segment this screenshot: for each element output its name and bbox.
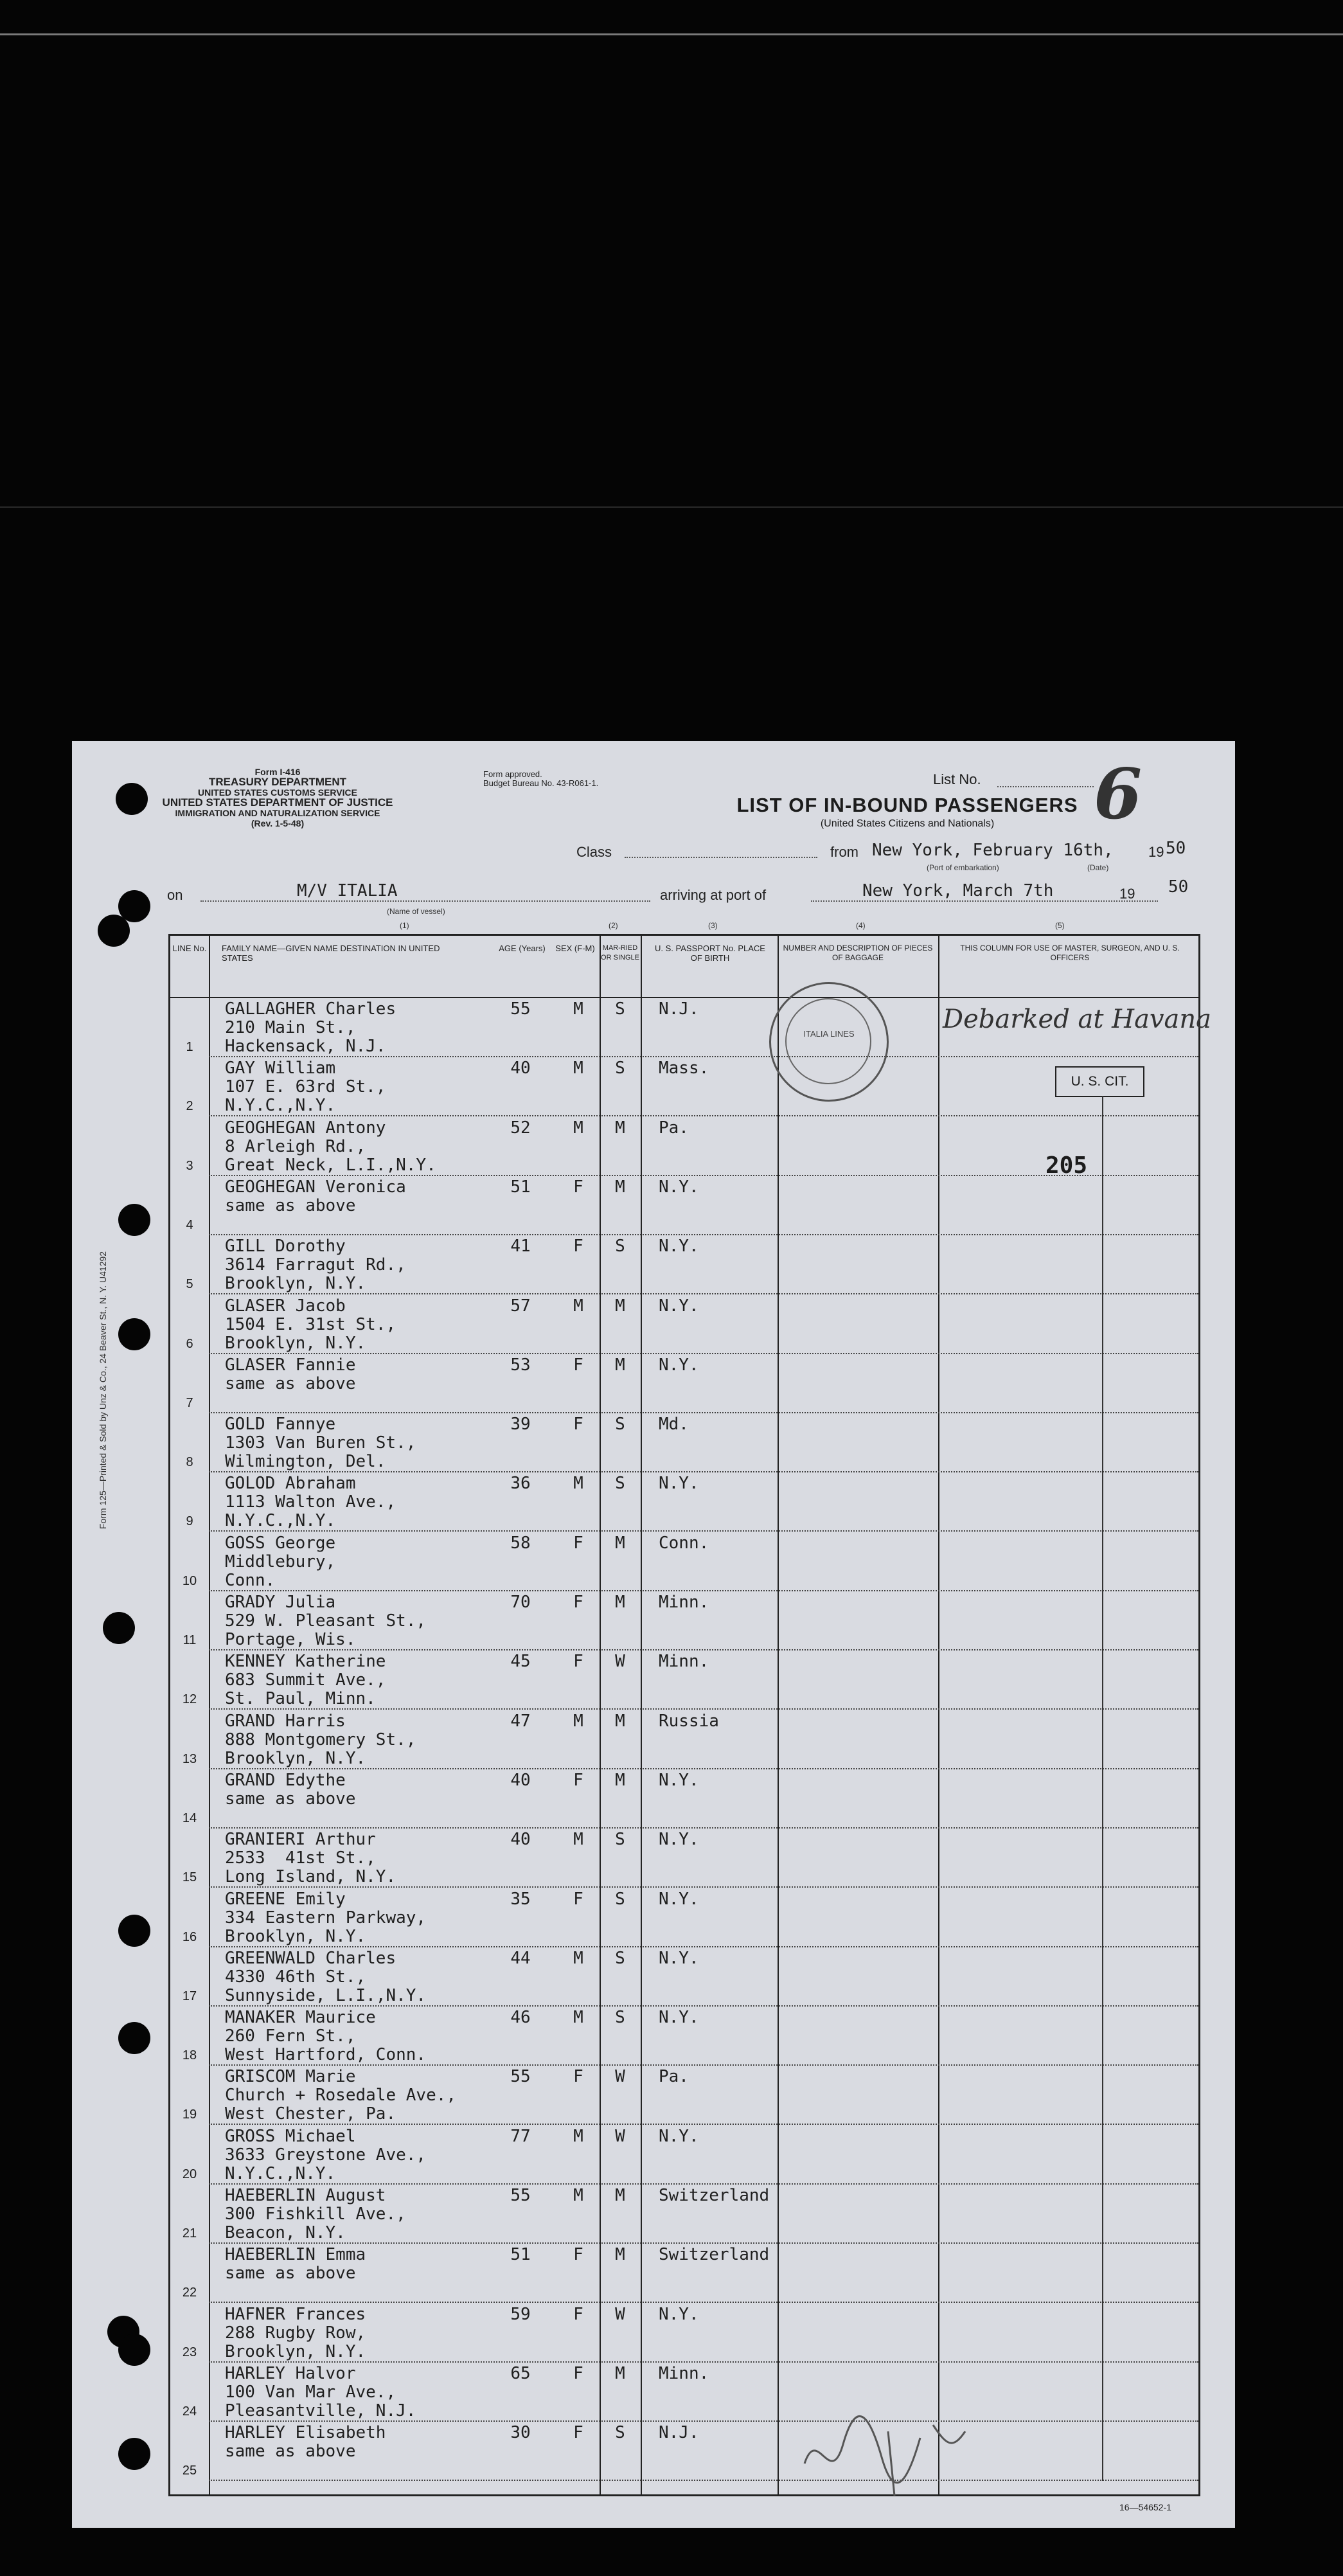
- passenger-marital-status: S: [615, 1948, 625, 1968]
- passenger-address-line-2: N.Y.C.,N.Y.: [225, 1511, 336, 1531]
- line-number: 9: [186, 1514, 193, 1529]
- table-row: [170, 2007, 1198, 2066]
- passenger-name: GOSS George: [225, 1533, 336, 1553]
- table-row: [170, 1591, 1198, 1650]
- passenger-marital-status: M: [615, 2186, 625, 2205]
- passenger-sex: M: [573, 1948, 583, 1968]
- us-cit-bracket-line: [1102, 1096, 1103, 2481]
- col-num-3: (3): [708, 921, 718, 930]
- passenger-age: 41: [510, 1237, 531, 1257]
- passenger-address-line-1: 529 W. Pleasant St.,: [225, 1611, 427, 1631]
- passenger-sex: M: [573, 2126, 583, 2146]
- table-row: [170, 2066, 1198, 2125]
- line-number: 16: [182, 1929, 197, 1944]
- debarked-note: Debarked at Havana: [943, 1005, 1211, 1034]
- passenger-name: GREENE Emily: [225, 1889, 346, 1909]
- arrival-year-prefix: 19: [1119, 886, 1135, 902]
- passenger-address-line-2: Brooklyn, N.Y.: [225, 1274, 366, 1294]
- table-row: [170, 1532, 1198, 1591]
- passenger-birthplace: N.Y.: [659, 1296, 699, 1316]
- table-row: [170, 1829, 1198, 1888]
- line-number: 13: [182, 1751, 197, 1766]
- passenger-address-line-2: Portage, Wis.: [225, 1630, 356, 1649]
- passenger-age: 59: [510, 2304, 531, 2324]
- passenger-age: 46: [510, 2008, 531, 2028]
- line-number: 21: [182, 2226, 197, 2241]
- passenger-age: 51: [510, 2245, 531, 2265]
- passenger-name: GOLD Fannye: [225, 1415, 336, 1435]
- passenger-marital-status: S: [615, 1474, 625, 1494]
- passenger-address-line-2: N.Y.C.,N.Y.: [225, 1096, 336, 1116]
- passenger-address-line-1: 3633 Greystone Ave.,: [225, 2145, 427, 2165]
- passenger-sex: M: [573, 1830, 583, 1850]
- passenger-name: GILL Dorothy: [225, 1237, 346, 1257]
- passenger-sex: F: [573, 2067, 583, 2087]
- form-approval: [483, 770, 676, 788]
- passenger-address-line-1: 288 Rugby Row,: [225, 2323, 366, 2343]
- table-row: [170, 1650, 1198, 1710]
- passenger-birthplace: N.Y.: [659, 1355, 699, 1375]
- line-number: 2: [186, 1099, 193, 1114]
- table-row: [170, 2185, 1198, 2244]
- passenger-age: 52: [510, 1118, 531, 1138]
- passenger-sex: M: [573, 2008, 583, 2028]
- passenger-address-line-1: 260 Fern St.,: [225, 2026, 356, 2046]
- on-label: on: [167, 887, 183, 903]
- passenger-address-line-2: Brooklyn, N.Y.: [225, 1748, 366, 1768]
- passenger-sex: M: [573, 2186, 583, 2205]
- passenger-marital-status: M: [615, 1355, 625, 1375]
- passenger-sex: F: [573, 2423, 583, 2443]
- class-label: Class: [576, 844, 612, 860]
- passenger-age: 70: [510, 1593, 531, 1612]
- scan-line-mid: [0, 506, 1343, 508]
- passenger-address-line-1: same as above: [225, 2442, 356, 2462]
- col-num-5: (5): [1055, 921, 1065, 930]
- passenger-address-line-2: Hackensack, N.J.: [225, 1037, 386, 1056]
- line-number: 5: [186, 1277, 193, 1292]
- passenger-sex: F: [573, 1237, 583, 1257]
- passenger-address-line-2: Conn.: [225, 1570, 276, 1590]
- table-row: [170, 1057, 1198, 1116]
- passenger-marital-status: S: [615, 1059, 625, 1078]
- line-number: 6: [186, 1336, 193, 1351]
- passenger-marital-status: W: [615, 1652, 625, 1672]
- binder-hole: [118, 2334, 150, 2366]
- passenger-name: GRADY Julia: [225, 1593, 336, 1612]
- passenger-name: HAEBERLIN Emma: [225, 2245, 366, 2265]
- binder-hole: [118, 2022, 150, 2054]
- col-header-officers: THIS COLUMN FOR USE OF MASTER, SURGEON, AND U. S. OFFICERS: [960, 944, 1180, 962]
- passenger-marital-status: S: [615, 1889, 625, 1909]
- passenger-address-line-2: Long Island, N.Y.: [225, 1867, 396, 1887]
- passenger-address-line-1: 1303 Van Buren St.,: [225, 1433, 416, 1453]
- line-number: 20: [182, 2167, 197, 2181]
- passenger-sex: F: [573, 1770, 583, 1790]
- passenger-address-line-1: Church + Rosedale Ave.,: [225, 2086, 457, 2106]
- line-number: 15: [182, 1870, 197, 1885]
- table-row: [170, 2244, 1198, 2303]
- passenger-birthplace: Switzerland: [659, 2186, 770, 2205]
- line-number: 8: [186, 1455, 193, 1470]
- passenger-birthplace: N.Y.: [659, 1237, 699, 1257]
- passenger-address-line-1: 300 Fishkill Ave.,: [225, 2205, 406, 2224]
- table-row: [170, 1413, 1198, 1472]
- passenger-marital-status: M: [615, 1118, 625, 1138]
- passenger-name: GROSS Michael: [225, 2126, 356, 2146]
- passenger-age: 51: [510, 1177, 531, 1197]
- table-row: [170, 2125, 1198, 2185]
- passenger-name: GRAND Edythe: [225, 1770, 346, 1790]
- list-no-dots: [997, 786, 1094, 787]
- line-number: 24: [182, 2404, 197, 2419]
- passenger-sex: F: [573, 1652, 583, 1672]
- passenger-birthplace: Minn.: [659, 2363, 709, 2383]
- passenger-address-line-2: Great Neck, L.I.,N.Y.: [225, 1155, 436, 1175]
- passenger-name: GEOGHEGAN Antony: [225, 1118, 386, 1138]
- table-row: [170, 1472, 1198, 1532]
- passenger-address-line-1: 334 Eastern Parkway,: [225, 1908, 427, 1928]
- passenger-age: 58: [510, 1533, 531, 1553]
- passenger-address-line-2: N.Y.C.,N.Y.: [225, 2163, 336, 2183]
- scan-line-top: [0, 33, 1343, 35]
- passenger-sex: F: [573, 2245, 583, 2265]
- passenger-birthplace: N.J.: [659, 2423, 699, 2443]
- table-row: [170, 1947, 1198, 2007]
- passenger-name: HARLEY Elisabeth: [225, 2423, 386, 2443]
- page-title: LIST OF IN-BOUND PASSENGERS: [736, 794, 1078, 816]
- col-header-sex: SEX (F-M): [555, 944, 595, 953]
- form-number: Form I-416: [254, 767, 301, 777]
- passenger-marital-status: S: [615, 999, 625, 1019]
- passenger-marital-status: W: [615, 2304, 625, 2324]
- passenger-name: HARLEY Halvor: [225, 2363, 356, 2383]
- ins-service: IMMIGRATION AND NATURALIZATION SERVICE: [175, 808, 380, 818]
- passenger-age: 40: [510, 1059, 531, 1078]
- line-number: 25: [182, 2464, 197, 2478]
- stamp-inner-ring: [785, 998, 871, 1084]
- passenger-address-line-1: same as above: [225, 1789, 356, 1809]
- table-row: [170, 1710, 1198, 1769]
- customs-service: UNITED STATES CUSTOMS SERVICE: [198, 787, 357, 798]
- passenger-age: 47: [510, 1711, 531, 1731]
- from-year-prefix: 19: [1148, 844, 1164, 860]
- passenger-birthplace: Pa.: [659, 1118, 689, 1138]
- passenger-address-line-2: Brooklyn, N.Y.: [225, 1926, 366, 1946]
- binder-hole: [118, 1318, 150, 1350]
- passenger-age: 65: [510, 2363, 531, 2383]
- passenger-birthplace: Md.: [659, 1415, 689, 1435]
- passenger-birthplace: N.Y.: [659, 2008, 699, 2028]
- passenger-name: MANAKER Maurice: [225, 2008, 376, 2028]
- line-number: 19: [182, 2107, 197, 2122]
- passenger-address-line-2: West Chester, Pa.: [225, 2104, 396, 2124]
- passenger-address-line-1: 107 E. 63rd St.,: [225, 1077, 386, 1097]
- passenger-address-line-1: 1504 E. 31st St.,: [225, 1314, 396, 1334]
- passenger-list-document: [72, 741, 1235, 2528]
- passenger-age: 40: [510, 1770, 531, 1790]
- passenger-name: GEOGHEGAN Veronica: [225, 1177, 406, 1197]
- passenger-sex: F: [573, 2304, 583, 2324]
- passenger-birthplace: Switzerland: [659, 2245, 770, 2265]
- passenger-name: GLASER Fannie: [225, 1355, 356, 1375]
- passenger-sex: F: [573, 1177, 583, 1197]
- signature-scribble: [792, 2386, 984, 2502]
- passenger-age: 55: [510, 2067, 531, 2087]
- col-header-line-no: LINE No.: [172, 944, 207, 953]
- passenger-address-line-1: 100 Van Mar Ave.,: [225, 2382, 396, 2402]
- passenger-birthplace: N.Y.: [659, 1474, 699, 1494]
- passenger-age: 35: [510, 1889, 531, 1909]
- passenger-address-line-1: 888 Montgomery St.,: [225, 1730, 416, 1749]
- passenger-marital-status: S: [615, 1237, 625, 1257]
- table-row: [170, 1888, 1198, 1947]
- passenger-marital-status: M: [615, 1770, 625, 1790]
- list-no-label: List No.: [933, 771, 981, 787]
- passenger-birthplace: N.Y.: [659, 2126, 699, 2146]
- table-row: [170, 1295, 1198, 1354]
- passenger-birthplace: N.Y.: [659, 1948, 699, 1968]
- port-caption: (Port of embarkation): [927, 863, 999, 872]
- row-divider: [209, 2480, 1198, 2481]
- passenger-name: KENNEY Katherine: [225, 1652, 386, 1672]
- passenger-sex: F: [573, 1593, 583, 1612]
- binder-hole: [118, 1915, 150, 1947]
- table-row: [170, 1117, 1198, 1176]
- passenger-age: 30: [510, 2423, 531, 2443]
- col-header-name: FAMILY NAME—GIVEN NAME DESTINATION IN UNITED STATES: [222, 944, 440, 963]
- arriving-label: arriving at port of: [660, 887, 767, 903]
- passenger-marital-status: M: [615, 2245, 625, 2265]
- line-number: 4: [186, 1217, 193, 1232]
- passenger-name: GRISCOM Marie: [225, 2067, 356, 2087]
- stamp-text: ITALIA LINES: [803, 1029, 855, 1039]
- passenger-sex: M: [573, 1059, 583, 1078]
- passenger-age: 45: [510, 1652, 531, 1672]
- class-dots: [625, 857, 817, 858]
- passenger-marital-status: S: [615, 2423, 625, 2443]
- passenger-birthplace: N.Y.: [659, 2304, 699, 2324]
- col-num-4: (4): [856, 921, 866, 930]
- from-label: from: [830, 844, 858, 860]
- passenger-marital-status: S: [615, 1415, 625, 1435]
- passenger-birthplace: Conn.: [659, 1533, 709, 1553]
- passenger-address-line-2: St. Paul, Minn.: [225, 1689, 376, 1709]
- binder-hole: [116, 783, 148, 815]
- arrival-dots: [811, 900, 1158, 902]
- passenger-marital-status: W: [615, 2126, 625, 2146]
- line-number: 1: [186, 1040, 193, 1054]
- passenger-sex: F: [573, 1415, 583, 1435]
- binder-hole: [98, 915, 130, 947]
- arrival-value: New York, March 7th: [862, 881, 1054, 900]
- passenger-address-line-2: Pleasantville, N.J.: [225, 2401, 416, 2420]
- passenger-birthplace: N.Y.: [659, 1830, 699, 1850]
- passenger-birthplace: N.Y.: [659, 1889, 699, 1909]
- passenger-sex: F: [573, 1533, 583, 1553]
- form-footer-code: 16—54652-1: [1119, 2502, 1171, 2512]
- vessel-caption: (Name of vessel): [387, 907, 445, 916]
- passenger-address-line-1: 210 Main St.,: [225, 1018, 356, 1037]
- passenger-sex: M: [573, 1296, 583, 1316]
- passenger-birthplace: Minn.: [659, 1652, 709, 1672]
- table-row: [170, 2303, 1198, 2363]
- form-header: [156, 767, 400, 828]
- passenger-address-line-1: 683 Summit Ave.,: [225, 1670, 386, 1690]
- arrival-year: 50: [1168, 877, 1189, 897]
- line-number: 10: [182, 1573, 197, 1588]
- passenger-sex: F: [573, 2363, 583, 2383]
- passenger-birthplace: Minn.: [659, 1593, 709, 1612]
- passenger-name: GRAND Harris: [225, 1711, 346, 1731]
- table-row: [170, 1769, 1198, 1829]
- treasury-department: TREASURY DEPARTMENT: [208, 776, 347, 788]
- col-header-baggage: NUMBER AND DESCRIPTION OF PIECES OF BAGGAGE: [783, 944, 933, 962]
- table-row: [170, 1176, 1198, 1235]
- vessel-dots: [200, 900, 650, 902]
- passenger-address-line-2: Wilmington, Del.: [225, 1452, 386, 1472]
- passenger-age: 77: [510, 2126, 531, 2146]
- passenger-marital-status: M: [615, 1177, 625, 1197]
- count-number: 205: [1045, 1152, 1088, 1179]
- passenger-name: HAFNER Frances: [225, 2304, 366, 2324]
- passenger-birthplace: N.J.: [659, 999, 699, 1019]
- passenger-age: 39: [510, 1415, 531, 1435]
- page-subtitle: (United States Citizens and Nationals): [820, 818, 995, 829]
- passenger-age: 53: [510, 1355, 531, 1375]
- passenger-age: 55: [510, 999, 531, 1019]
- passenger-age: 57: [510, 1296, 531, 1316]
- table-row: [170, 1354, 1198, 1413]
- line-number: 17: [182, 1989, 197, 2003]
- passenger-birthplace: N.Y.: [659, 1770, 699, 1790]
- passenger-address-line-1: same as above: [225, 1195, 356, 1215]
- line-number: 23: [182, 2345, 197, 2359]
- table-row: [170, 2363, 1198, 2422]
- passenger-sex: M: [573, 1474, 583, 1494]
- passenger-address-line-2: West Hartford, Conn.: [225, 2045, 427, 2065]
- passenger-marital-status: S: [615, 1830, 625, 1850]
- passenger-address-line-1: same as above: [225, 1373, 356, 1393]
- passenger-age: 44: [510, 1948, 531, 1968]
- passenger-age: 55: [510, 2186, 531, 2205]
- table-row: [170, 2422, 1198, 2481]
- col-num-2: (2): [609, 921, 618, 930]
- col-header-married: MAR-RIED OR SINGLE: [601, 944, 639, 962]
- passenger-marital-status: M: [615, 2363, 625, 2383]
- from-value: New York, February 16th,: [872, 841, 1114, 860]
- passenger-address-line-2: Sunnyside, L.I.,N.Y.: [225, 1985, 427, 2005]
- passenger-sex: F: [573, 1355, 583, 1375]
- list-number: 6: [1094, 754, 1143, 835]
- passenger-address-line-1: 4330 46th St.,: [225, 1967, 366, 1987]
- passenger-address-line-1: 2533 41st St.,: [225, 1848, 376, 1868]
- passenger-marital-status: M: [615, 1593, 625, 1612]
- passenger-marital-status: M: [615, 1533, 625, 1553]
- passenger-address-line-2: Brooklyn, N.Y.: [225, 1333, 366, 1353]
- passenger-name: HAEBERLIN August: [225, 2186, 386, 2205]
- form-revision: (Rev. 1-5-48): [251, 818, 305, 828]
- passenger-name: GRANIERI Arthur: [225, 1830, 376, 1850]
- passenger-marital-status: S: [615, 2008, 625, 2028]
- passenger-name: GAY William: [225, 1059, 336, 1078]
- passenger-birthplace: Pa.: [659, 2067, 689, 2087]
- line-number: 11: [182, 1633, 197, 1647]
- budget-bureau-no: Budget Bureau No. 43-R061-1.: [483, 778, 599, 788]
- italia-lines-stamp: [769, 982, 889, 1102]
- col-num-1: (1): [400, 921, 409, 930]
- passenger-birthplace: Mass.: [659, 1059, 709, 1078]
- line-number: 14: [182, 1811, 197, 1825]
- passenger-sex: M: [573, 999, 583, 1019]
- passenger-address-line-1: same as above: [225, 2264, 356, 2284]
- passenger-sex: M: [573, 1711, 583, 1731]
- line-number: 18: [182, 2048, 197, 2063]
- passenger-marital-status: W: [615, 2067, 625, 2087]
- us-cit-stamp: U. S. CIT.: [1055, 1066, 1144, 1097]
- passenger-marital-status: M: [615, 1296, 625, 1316]
- passenger-name: GOLOD Abraham: [225, 1474, 356, 1494]
- vessel-name: M/V ITALIA: [297, 881, 398, 900]
- binder-hole: [118, 1204, 150, 1236]
- line-number: 7: [186, 1395, 193, 1410]
- from-year: 50: [1166, 839, 1186, 858]
- passenger-age: 40: [510, 1830, 531, 1850]
- line-number: 12: [182, 1692, 197, 1707]
- justice-department: UNITED STATES DEPARTMENT OF JUSTICE: [162, 796, 393, 809]
- col-header-birth: U. S. PASSPORT No. PLACE OF BIRTH: [655, 944, 765, 963]
- binder-hole: [118, 2438, 150, 2470]
- passenger-sex: M: [573, 1118, 583, 1138]
- passenger-birthplace: Russia: [659, 1711, 719, 1731]
- passenger-name: GREENWALD Charles: [225, 1948, 396, 1968]
- printer-imprint: Form 125—Printed & Sold by Unz & Co., 24 Beaver St., N. Y. U41292: [98, 1251, 108, 1530]
- passenger-address-line-1: Middlebury,: [225, 1552, 336, 1571]
- passenger-name: GLASER Jacob: [225, 1296, 346, 1316]
- passenger-address-line-2: Brooklyn, N.Y.: [225, 2341, 366, 2361]
- passenger-address-line-1: 3614 Farragut Rd.,: [225, 1255, 406, 1275]
- date-caption: (Date): [1087, 863, 1109, 872]
- line-number: 22: [182, 2285, 197, 2300]
- line-number: 3: [186, 1158, 193, 1173]
- approval-text: Form approved.: [483, 769, 542, 779]
- passenger-name: GALLAGHER Charles: [225, 999, 396, 1019]
- passenger-address-line-1: 8 Arleigh Rd.,: [225, 1136, 366, 1156]
- passenger-sex: F: [573, 1889, 583, 1909]
- table-row: [170, 1235, 1198, 1294]
- passenger-age: 36: [510, 1474, 531, 1494]
- passenger-marital-status: M: [615, 1711, 625, 1731]
- passenger-address-line-2: Beacon, N.Y.: [225, 2223, 346, 2242]
- passenger-address-line-1: 1113 Walton Ave.,: [225, 1492, 396, 1512]
- passenger-birthplace: N.Y.: [659, 1177, 699, 1197]
- col-header-age: AGE (Years): [499, 944, 546, 953]
